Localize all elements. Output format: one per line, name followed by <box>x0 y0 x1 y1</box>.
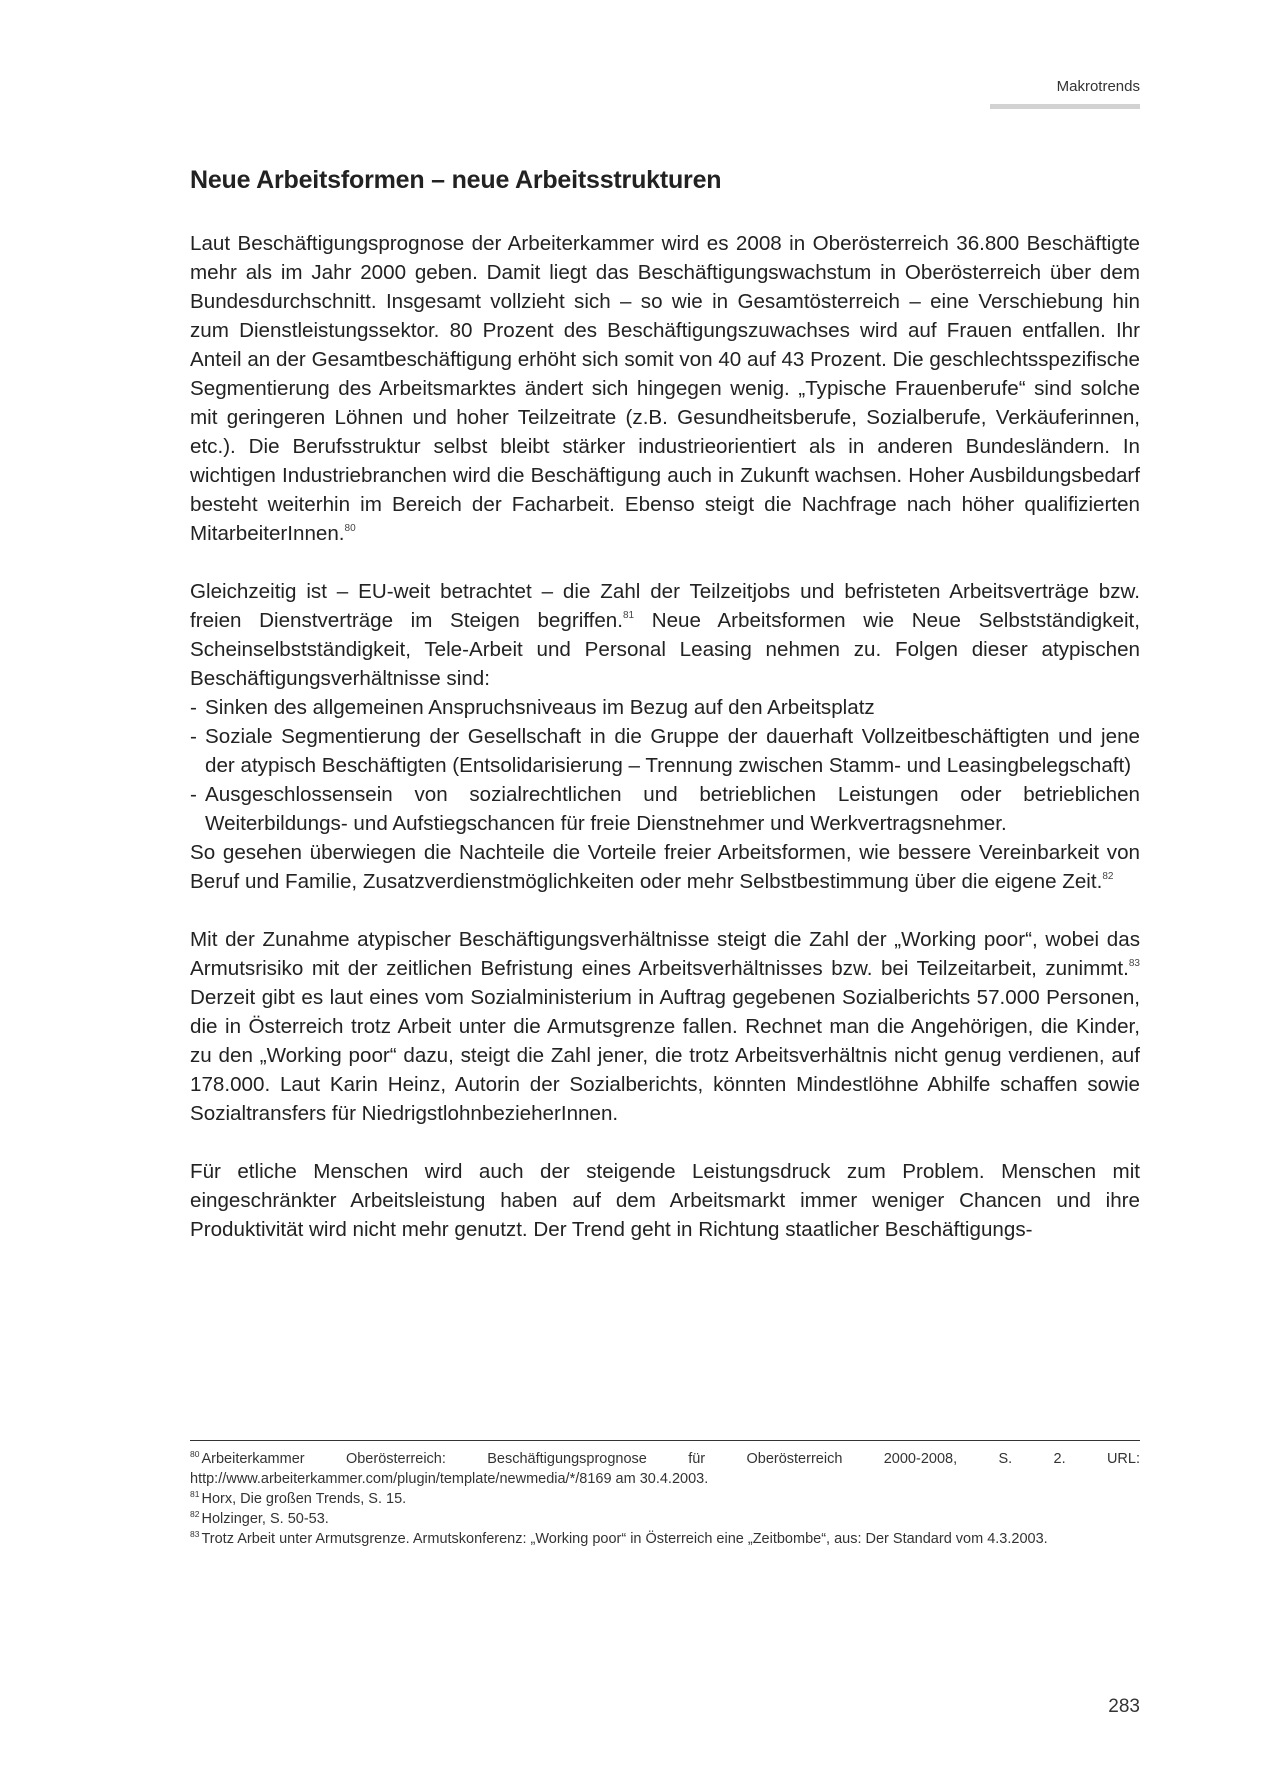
paragraph-2-text-b: Neue Arbeitsformen wie Neue Selbstständigkeit, Scheinselbstständigkeit, Tele-Arbeit und Personal Leasing nehmen zu. Folgen dieser atypischen Beschäftigungsverhältnisse sind: <box>190 609 1140 690</box>
paragraph-2 <box>190 577 1140 693</box>
footnote-81 <box>190 1489 1140 1509</box>
footnote-number: 80 <box>190 1449 200 1459</box>
paragraph-1 <box>190 229 1140 548</box>
paragraph-4: Für etliche Menschen wird auch der steigende Leistungsdruck zum Problem. Menschen mit eingeschränkter Arbeitsleistung haben auf dem Arbeitsmarkt immer weniger Chancen und ihre Produktivität wird nicht mehr genutzt. Der Trend geht in Richtung staatlicher Beschäftigungs- <box>190 1160 1140 1241</box>
consequences-list <box>190 693 1140 838</box>
paragraph-3-text-a: Mit der Zunahme atypischer Beschäftigungsverhältnisse steigt die Zahl der „Working poor“, wobei das Armutsrisiko mit der zeitlichen Befristung eines Arbeitsverhältnisses bzw. bei Teilzeitarbeit, zunimmt. <box>190 928 1140 980</box>
footnote-ref-83: 83 <box>1128 958 1140 969</box>
section-title: Neue Arbeitsformen – neue Arbeitsstrukturen <box>190 166 722 194</box>
paragraph-3 <box>190 925 1140 1128</box>
footnote-text: Trotz Arbeit unter Armutsgrenze. Armutskonferenz: „Working poor“ in Österreich eine „Zeitbombe“, aus: Der Standard vom 4.3.2003. <box>201 1531 1048 1547</box>
footnote-text: Horx, Die großen Trends, S. 15. <box>201 1491 407 1507</box>
footnote-number: 82 <box>190 1509 200 1519</box>
paragraph-2-text-a: Gleichzeitig ist – EU-weit betrachtet – die Zahl der Teilzeitjobs und befristeten Arbeitsverträge bzw. freien Dienstverträge im Steigen begriffen. <box>190 580 1140 632</box>
footnote-80 <box>190 1449 1140 1489</box>
page-number: 283 <box>1108 1696 1140 1717</box>
footnote-ref-80: 80 <box>344 523 356 534</box>
paragraph-3-text-b: Derzeit gibt es laut eines vom Sozialministerium in Auftrag gegebenen Sozialberichts 57.000 Personen, die in Österreich trotz Arbeit unter die Armutsgrenze fallen. Rechnet man die Angehörigen, die Kinder, zu den „Working poor“ dazu, steigt die Zahl jener, die trotz Arbeitsverhältnis nicht genug verdienen, auf 178.000. Laut Karin Heinz, Autorin der Sozialberichts, könnten Mindestlöhne Abhilfe schaffen sowie Sozialtransfers für NiedrigstlohnbezieherInnen. <box>190 986 1140 1125</box>
list-item: - Ausgeschlossensein von sozialrechtlichen und betrieblichen Leistungen oder betrieblichen Weiterbildungs- und Aufstiegschancen für freie Dienstnehmer und Werkvertragsnehmer. <box>190 780 1140 838</box>
paragraph-2-conclusion-text: So gesehen überwiegen die Nachteile die Vorteile freier Arbeitsformen, wie bessere Vereinbarkeit von Beruf und Familie, Zusatzverdienstmöglichkeiten oder mehr Selbstbestimmung über die eigene Zeit. <box>190 841 1140 893</box>
list-item: - Sinken des allgemeinen Anspruchsniveaus im Bezug auf den Arbeitsplatz <box>190 693 1140 722</box>
footnote-text: Arbeiterkammer Oberösterreich: Beschäftigungsprognose für Oberösterreich 2000-2008, S. 2. URL: http://www.arbeiterkammer.com/plugin/template/newmedia/*/8169 am 30.4.2003. <box>190 1451 1140 1487</box>
header-rule <box>990 104 1140 109</box>
footnote-ref-82: 82 <box>1102 871 1114 882</box>
footnote-82 <box>190 1509 1140 1529</box>
footnote-number: 81 <box>190 1489 200 1499</box>
paragraph-1-text: Laut Beschäftigungsprognose der Arbeiterkammer wird es 2008 in Oberösterreich 36.800 Beschäftigte mehr als im Jahr 2000 geben. Damit liegt das Beschäftigungswachstum in Oberösterreich über dem Bundesdurchschnitt. Insgesamt vollzieht sich – so wie in Gesamtösterreich – eine Verschiebung hin zum Dienstleistungssektor. 80 Prozent des Beschäftigungszuwachses wird auf Frauen entfallen. Ihr Anteil an der Gesamtbeschäftigung erhöht sich somit von 40 auf 43 Prozent. Die geschlechtsspezifische Segmentierung des Arbeitsmarktes ändert sich hingegen wenig. „Typische Frauenberufe“ sind solche mit geringeren Löhnen und hoher Teilzeitrate (z.B. Gesundheitsberufe, Sozialberufe, Verkäuferinnen, etc.). Die Berufsstruktur selbst bleibt stärker industrieorientiert als in anderen Bundesländern. In wichtigen Industriebranchen wird die Beschäftigung auch in Zukunft wachsen. Hoher Ausbildungsbedarf besteht weiterhin im Bereich der Facharbeit. Ebenso steigt die Nachfrage nach höher qualifizierten MitarbeiterInnen. <box>190 232 1140 545</box>
running-head: Makrotrends <box>1056 78 1140 95</box>
footnotes <box>190 1440 1140 1549</box>
footnote-text: Holzinger, S. 50-53. <box>201 1511 329 1527</box>
main-content <box>190 166 1140 1244</box>
list-item: - Soziale Segmentierung der Gesellschaft in die Gruppe der dauerhaft Vollzeitbeschäftigten und jene der atypisch Beschäftigten (Entsolidarisierung – Trennung zwischen Stamm- und Leasingbelegschaft) <box>190 722 1140 780</box>
footnote-ref-81: 81 <box>622 610 635 621</box>
footnote-number: 83 <box>190 1529 200 1539</box>
paragraph-2-conclusion <box>190 838 1140 896</box>
footnote-83 <box>190 1529 1140 1549</box>
